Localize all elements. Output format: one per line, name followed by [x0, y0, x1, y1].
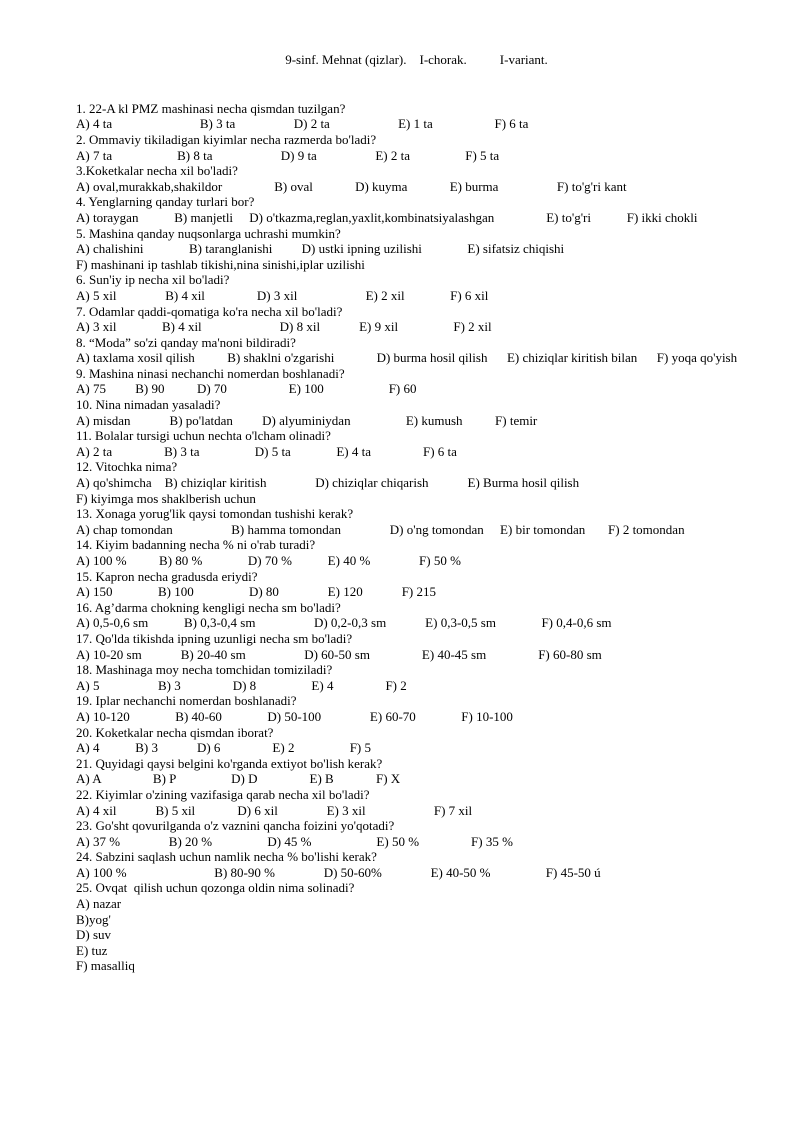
question-prompt: 6. Sun'iy ip necha xil bo'ladi? [76, 272, 230, 288]
question-prompt: 20. Koketkalar necha qismdan iborat? [76, 724, 274, 740]
question-prompt: 22. Kiyimlar o'zining vazifasiga qarab necha xil bo'ladi? [76, 786, 370, 802]
question-prompt: 3.Koketkalar necha xil bo'ladi? [76, 163, 238, 179]
options-line: A) A B) P D) D E) B F) X [76, 771, 401, 787]
question-prompt: 2. Ommaviy tikiladigan kiyimlar necha razmerda bo'ladi? [76, 131, 377, 147]
question-prompt: 24. Sabzini saqlash uchun namlik necha % bo'lishi kerak? [76, 849, 377, 865]
question-prompt: 14. Kiyim badanning necha % ni o'rab turadi? [76, 537, 316, 553]
question-prompt: 25. Ovqat qilish uchun qozonga oldin nima solinadi? [76, 880, 355, 896]
question-prompt: 4. Yenglarning qanday turlari bor? [76, 194, 255, 210]
options-line: A) 3 xil B) 4 xil D) 8 xil E) 9 xil F) 2 xil [76, 319, 492, 335]
options-line: F) masalliq [76, 958, 135, 974]
question-prompt: 8. “Moda” so'zi qanday ma'noni bildiradi? [76, 334, 296, 350]
options-line: F) kiyimga mos shaklberish uchun [76, 490, 256, 506]
options-line: A) 2 ta B) 3 ta D) 5 ta E) 4 ta F) 6 ta [76, 443, 457, 459]
options-line: A) chalishini B) taranglanishi D) ustki ipning uzilishi E) sifatsiz chiqishi [76, 241, 565, 257]
question-prompt: 17. Qo'lda tikishda ipning uzunligi necha sm bo'ladi? [76, 630, 353, 646]
question-prompt: 18. Mashinaga moy necha tomchidan tomiziladi? [76, 662, 333, 678]
options-line: D) suv [76, 927, 112, 943]
question-prompt: 19. Iplar nechanchi nomerdan boshlanadi? [76, 693, 297, 709]
options-line: A) 10-120 B) 40-60 D) 50-100 E) 60-70 F) 10-100 [76, 708, 513, 724]
options-line: A) 150 B) 100 D) 80 E) 120 F) 215 [76, 584, 437, 600]
options-line: A) 4 ta B) 3 ta D) 2 ta E) 1 ta F) 6 ta [76, 116, 529, 132]
options-line: A) 5 xil B) 4 xil D) 3 xil E) 2 xil F) 6 xil [76, 287, 489, 303]
options-line: A) 10-20 sm B) 20-40 sm D) 60-50 sm E) 40-45 sm F) 60-80 sm [76, 646, 602, 662]
title-variant: I-variant. [499, 51, 548, 67]
question-prompt: 16. Ag’darma chokning kengligi necha sm bo'ladi? [76, 599, 341, 615]
options-line: A) 37 % B) 20 % D) 45 % E) 50 % F) 35 % [76, 833, 513, 849]
question-prompt: 23. Go'sht qovurilganda o'z vaznini qancha foizini yo'qotadi? [76, 818, 395, 834]
document-title [76, 36, 744, 83]
options-line: A) 100 % B) 80 % D) 70 % E) 40 % F) 50 % [76, 553, 461, 568]
title-term: I-chorak. [419, 51, 467, 67]
options-line: A) 4 B) 3 D) 6 E) 2 F) 5 [76, 740, 372, 756]
options-line: B)yog' [76, 911, 111, 927]
question-prompt: 9. Mashina ninasi nechanchi nomerdan boshlanadi? [76, 365, 345, 381]
options-line: A) nazar [76, 896, 122, 912]
question-prompt: 7. Odamlar qaddi-qomatiga ko'ra necha xil bo'ladi? [76, 303, 343, 319]
options-line: E) tuz [76, 942, 108, 958]
question-prompt: 21. Quyidagi qaysi belgini ko'rganda extiyot bo'lish kerak? [76, 755, 383, 771]
question-prompt: 13. Xonaga yorug'lik qaysi tomondan tushishi kerak? [76, 506, 354, 522]
title-course: 9-sinf. Mehnat (qizlar). [285, 51, 407, 67]
question-prompt: 1. 22-A kl PMZ mashinasi necha qismdan tuzilgan? [76, 100, 346, 116]
question-prompt: 11. Bolalar tursigi uchun nechta o'lcham olinadi? [76, 428, 331, 444]
options-line: A) chap tomondan B) hamma tomondan D) o'ng tomondan E) bir tomondan F) 2 tomondan [76, 521, 685, 537]
options-line: A) misdan B) po'latdan D) alyuminiydan E) kumush F) temir [76, 412, 538, 428]
options-line: A) toraygan B) manjetli D) o'tkazma,reglan,yaxlit,kombinatsiyalashgan E) to'g'ri F) ikki chokli [76, 209, 698, 225]
options-line: A) 7 ta B) 8 ta D) 9 ta E) 2 ta F) 5 ta [76, 147, 500, 163]
question-prompt: 5. Mashina qanday nuqsonlarga uchrashi mumkin? [76, 225, 341, 241]
options-line: A) 75 B) 90 D) 70 E) 100 F) 60 [76, 381, 417, 397]
options-line: A) 4 xil B) 5 xil D) 6 xil E) 3 xil F) 7 xil [76, 802, 473, 818]
options-line: A) 5 B) 3 D) 8 E) 4 F) 2 [76, 677, 407, 693]
options-line: A) 0,5-0,6 sm B) 0,3-0,4 sm D) 0,2-0,3 sm E) 0,3-0,5 sm F) 0,4-0,6 sm [76, 615, 612, 631]
question-prompt: 15. Kapron necha gradusda eriydi? [76, 568, 258, 584]
question-prompt: 12. Vitochka nima? [76, 459, 178, 475]
options-line: A) taxlama xosil qilish B) shaklni o'zgarishi D) burma hosil qilish E) chiziqlar kiritish bilan F) yoqa qo'yish [76, 350, 738, 366]
options-line: A) qo'shimcha B) chiziqlar kiritish D) chiziqlar chiqarish E) Burma hosil qilish [76, 475, 580, 491]
questions [76, 101, 744, 974]
question-prompt: 10. Nina nimadan yasaladi? [76, 397, 221, 413]
options-line: F) mashinani ip tashlab tikishi,nina sinishi,iplar uzilishi [76, 256, 365, 272]
options-line: A) oval,murakkab,shakildor B) oval D) kuyma E) burma F) to'g'ri kant [76, 178, 627, 194]
options-line: A) 100 % B) 80-90 % D) 50-60% E) 40-50 % F) 45-50 ú [76, 864, 601, 880]
